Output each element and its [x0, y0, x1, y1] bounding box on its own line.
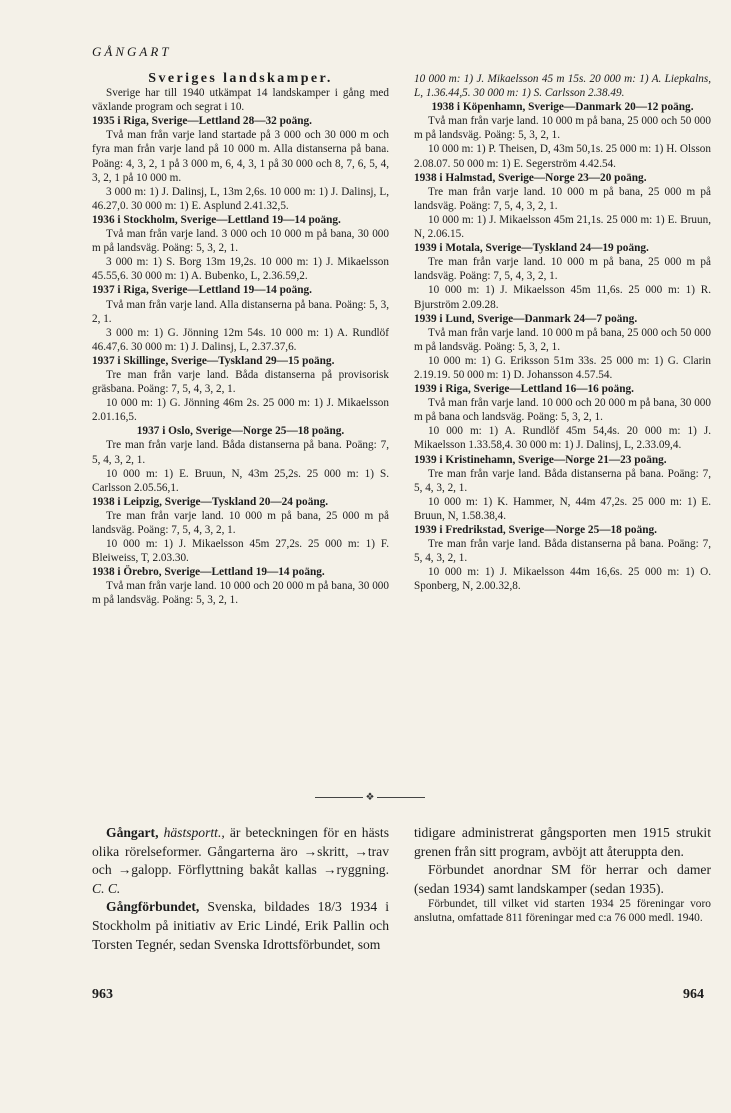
match-results: 10 000 m: 1) E. Bruun, N, 43m 25,2s. 25 000 m: 1) S. Carlsson 2.05.56,1.: [92, 467, 389, 494]
right-column: [414, 72, 711, 593]
match-heading: 1938 i Köpenhamn, Sverige—Danmark 20—12 poäng.: [431, 101, 694, 114]
right-sections: [414, 100, 711, 593]
match-heading: 1939 i Lund, Sverige—Danmark 24—7 poäng.: [414, 312, 638, 325]
match-heading: 1936 i Stockholm, Sverige—Lettland 19—14 poäng.: [92, 213, 341, 226]
forbund-members: Förbundet, till vilket vid starten 1934 25 föreningar voro anslutna, omfattade 811 föreningar med c:a 76 000 medl. 1940.: [414, 898, 711, 924]
match-heading: 1937 i Riga, Sverige—Lettland 19—14 poäng.: [92, 284, 312, 297]
page-number-right: 964: [683, 987, 704, 1002]
match-description: Tre man från varje land. Båda distanserna på bana. Poäng: 7, 5, 4, 3, 2, 1.: [414, 467, 711, 494]
match-description: Tre man från varje land. 10 000 m på bana, 25 000 m på landsväg. Poäng: 7, 5, 4, 3, 2, 1.: [92, 509, 389, 536]
left-sections: [92, 114, 389, 607]
match-description: Tre man från varje land. Båda distanserna på bana. Poäng: 7, 5, 4, 3, 2, 1.: [92, 439, 389, 466]
match-description: Tre man från varje land. Båda distanserna på bana. Poäng: 7, 5, 4, 3, 2, 1.: [414, 538, 711, 565]
gangart-entry: [92, 824, 389, 898]
running-header: GÅNGART: [92, 44, 172, 59]
forbund-sm: Förbundet anordnar SM för herrar och damer (sedan 1934) samt landskamper (sedan 1935).: [414, 862, 711, 896]
match-heading: 1939 i Riga, Sverige—Lettland 16—16 poäng.: [414, 383, 634, 396]
left-column: [92, 72, 389, 608]
article-title: Sveriges landskamper.: [148, 71, 333, 86]
match-description: Två man från varje land. 10 000 m på bana, 25 000 och 50 000 m på landsväg. Poäng: 5, 3, 2, 1.: [414, 115, 711, 142]
match-heading: 1938 i Leipzig, Sverige—Tyskland 20—24 poäng.: [92, 495, 329, 508]
lower-left-column: [92, 824, 389, 954]
intro-text: Sverige har till 1940 utkämpat 14 landskamper i gång med växlande program och segrat i 10.: [92, 87, 389, 114]
match-description: Två man från varje land. 10 000 och 20 000 m på bana, 30 000 m på bana och landsväg. Poäng: 5, 3, 2, 1.: [414, 397, 711, 424]
forbund-term: Gångförbundet,: [106, 899, 200, 915]
match-results: 10 000 m: 1) A. Rundlöf 45m 54,4s. 20 000 m: 1) J. Mikaelsson 1.33.58,4. 30 000 m: 1) J. Dalinsj, L, 2.33.09,4.: [414, 425, 711, 452]
match-heading: 1937 i Oslo, Sverige—Norge 25—18 poäng.: [136, 425, 345, 438]
continuation-results: 10 000 m: 1) J. Mikaelsson 45 m 15s. 20 000 m: 1) A. Liepkalns, L, 1.36.44,5. 30 000 m: 1) S. Carlsson 2.38.49.: [414, 73, 711, 100]
separator-ornament-icon: ❖: [365, 792, 375, 803]
match-results: 10 000 m: 1) P. Theisen, D, 43m 50,1s. 25 000 m: 1) H. Olsson 2.08.07. 50 000 m: 1) E. Segerström 4.42.54.: [414, 143, 711, 170]
match-description: Två man från varje land. Alla distanserna på bana. Poäng: 5, 3, 2, 1.: [92, 298, 389, 325]
match-results: 3 000 m: 1) S. Borg 13m 19,2s. 10 000 m: 1) J. Mikaelsson 45.55,6. 30 000 m: 1) A. Bubenko, L, 2.36.59,2.: [92, 256, 389, 283]
gangart-category: hästsportt.,: [163, 825, 225, 840]
match-description: Tre man från varje land. 10 000 m på bana, 25 000 m på landsväg. Poäng: 7, 5, 4, 3, 2, 1.: [414, 185, 711, 212]
forbund-continuation: tidigare administrerat gångsporten men 1915 strukit grenen från sitt program, avböjt att återuppta den.: [414, 825, 711, 859]
forbund-text: Svenska, bildades 18/3 1934 i Stockholm på initiativ av Eric Lindé, Erik Pallin och Torsten Tegnér, sedan Svenska Idrottsförbundet, som: [92, 899, 390, 952]
match-results: 10 000 m: 1) J. Mikaelsson 45m 21,1s. 25 000 m: 1) E. Bruun, N, 2.06.15.: [414, 213, 711, 241]
match-description: Tre man från varje land. 10 000 m på bana, 25 000 m på landsväg. Poäng: 7, 5, 4, 3, 2, 1.: [414, 256, 711, 283]
match-description: Två man från varje land startade på 3 000 och 30 000 m och fyra man från varje land på 10 000 m. Alla distanserna på bana. Poäng: 4, 3, 2, 1 på 3 000 m, 6, 4, 3, 1 på 30 000 och 8, 7, 6, 5, 4, 3, 2, 1 på 10 000 m.: [92, 129, 389, 184]
match-heading: 1939 i Motala, Sverige—Tyskland 24—19 poäng.: [414, 242, 649, 255]
match-heading: 1938 i Örebro, Sverige—Lettland 19—14 poäng.: [92, 566, 325, 579]
forbund-entry: [92, 898, 389, 954]
match-description: Två man från varje land. 3 000 och 10 000 m på bana, 30 000 m på landsväg. Poäng: 5, 3, 2, 1.: [92, 228, 389, 255]
match-heading: 1938 i Halmstad, Sverige—Norge 23—20 poäng.: [414, 171, 647, 184]
match-results: 10 000 m: 1) G. Jönning 46m 2s. 25 000 m: 1) J. Mikaelsson 2.01.16,5.: [92, 397, 389, 424]
match-description: Tre man från varje land. Båda distanserna på provisorisk gräsbana. Poäng: 7, 5, 4, 3, 2, 1.: [92, 368, 389, 396]
lower-right-column: [414, 824, 711, 925]
gangart-sign: C. C.: [92, 880, 121, 896]
match-description: Två man från varje land. 10 000 m på bana, 25 000 och 50 000 m på landsväg. Poäng: 5, 3, 2, 1.: [414, 326, 711, 353]
match-heading: 1937 i Skillinge, Sverige—Tyskland 29—15 poäng.: [92, 354, 335, 367]
match-results: 10 000 m: 1) J. Mikaelsson 44m 16,6s. 25 000 m: 1) O. Sponberg, N, 2.00.32,8.: [414, 566, 711, 593]
match-results: 10 000 m: 1) G. Eriksson 51m 33s. 25 000 m: 1) G. Clarin 2.19.19. 50 000 m: 1) D. Johansson 4.57.54.: [414, 354, 711, 381]
match-heading: 1939 i Fredrikstad, Sverige—Norge 25—18 poäng.: [414, 524, 657, 536]
gangart-term: Gångart,: [106, 825, 159, 840]
section-separator: [300, 792, 440, 803]
match-results: 10 000 m: 1) J. Mikaelsson 45m 27,2s. 25 000 m: 1) F. Bleiweiss, T, 2.03.30.: [92, 538, 389, 565]
match-heading: 1935 i Riga, Sverige—Lettland 28—32 poäng.: [92, 115, 312, 128]
match-heading: 1939 i Kristinehamn, Sverige—Norge 21—23 poäng.: [414, 453, 667, 466]
page-number-left: 963: [92, 987, 113, 1002]
match-results: 10 000 m: 1) K. Hammer, N, 44m 47,2s. 25 000 m: 1) E. Bruun, N, 1.58.38,4.: [414, 495, 711, 522]
match-results: 3 000 m: 1) G. Jönning 12m 54s. 10 000 m: 1) A. Rundlöf 46.47,6. 30 000 m: 1) J. Dalinsj, L, 2.37.37,6.: [92, 326, 389, 353]
match-results: 3 000 m: 1) J. Dalinsj, L, 13m 2,6s. 10 000 m: 1) J. Dalinsj, L, 46.27,0. 30 000 m: 1) E. Asplund 2.41.32,5.: [92, 185, 389, 212]
match-description: Två man från varje land. 10 000 och 20 000 m på bana, 30 000 m på landsväg. Poäng: 5, 3, 2, 1.: [92, 580, 389, 607]
match-results: 10 000 m: 1) J. Mikaelsson 45m 11,6s. 25 000 m: 1) R. Bjurström 2.09.28.: [414, 284, 711, 311]
gangart-text: är beteckningen för en hästs olika rörelseformer. Gångarterna äro →skritt, →trav och →galopp. Förflyttning bakåt kallas →ryggning.: [92, 825, 389, 878]
